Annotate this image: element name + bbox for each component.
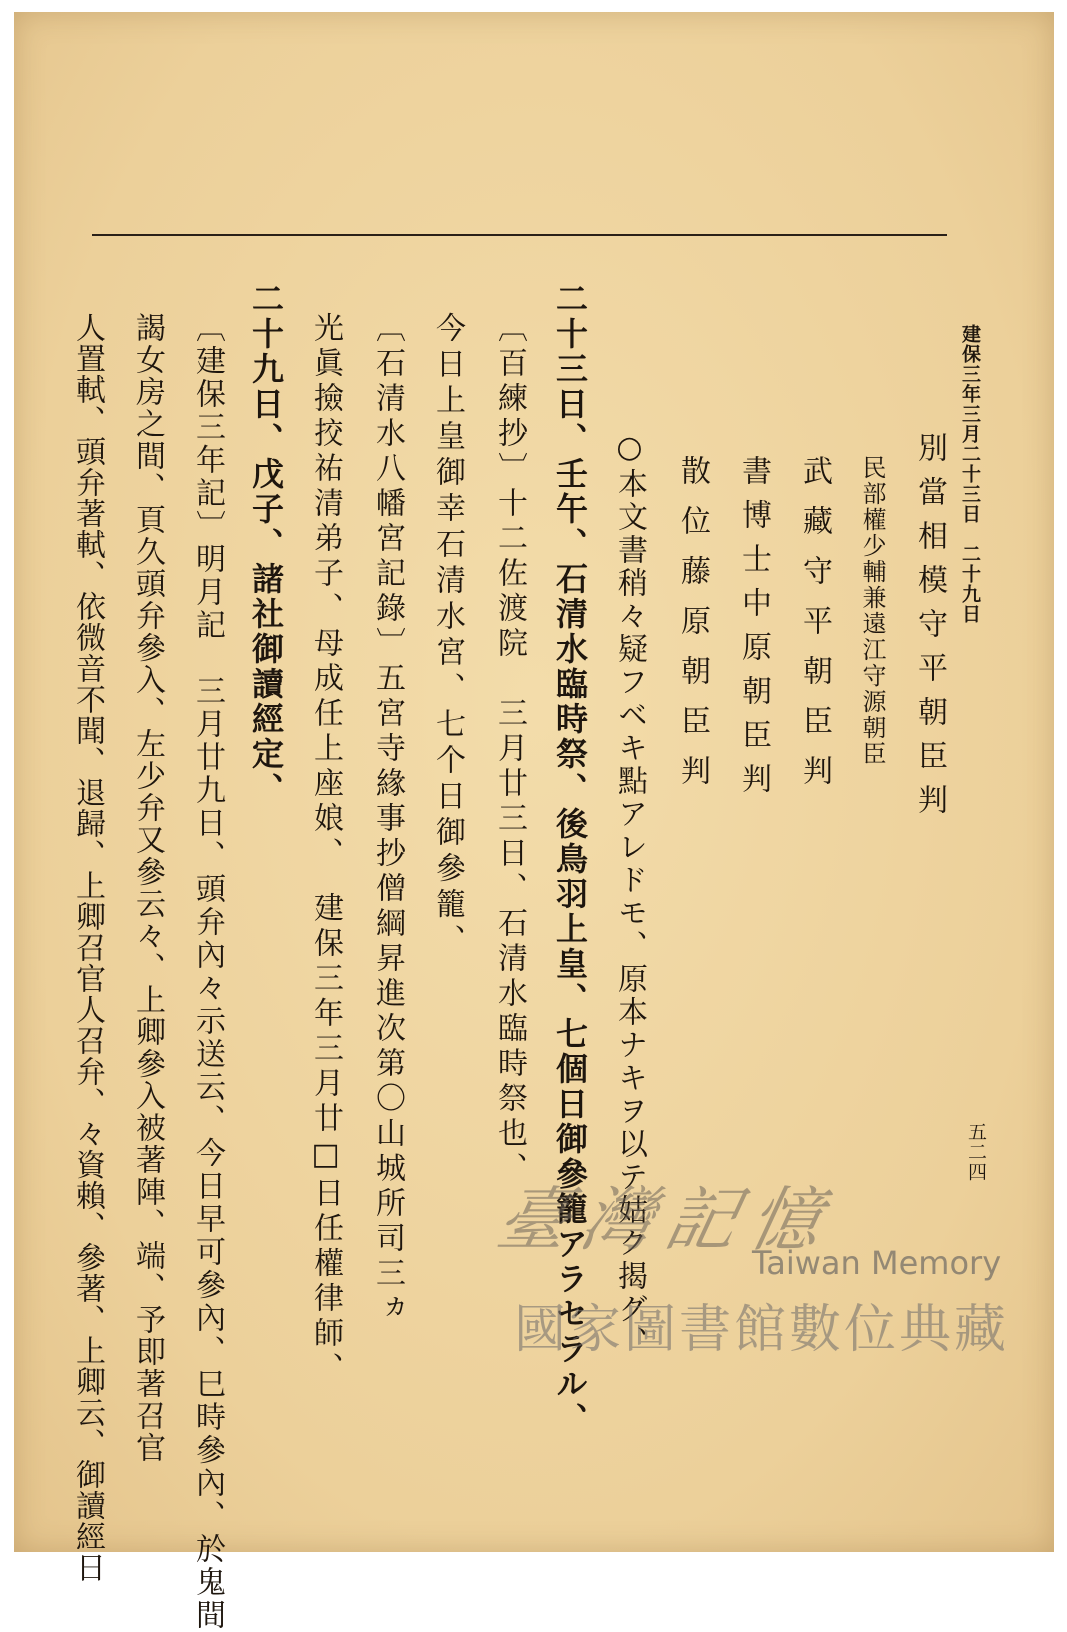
- source-hyakurensho: 〔百練抄〕十二佐渡院 三月廿三日、石清水臨時祭也、: [492, 312, 527, 1187]
- entry-heading-29: 二十九日、戊子、諸社御讀經定、: [247, 282, 285, 807]
- editorial-note: ○本文書稍々疑フベキ點アレドモ、原本ナキヲ以テ姑ク揭グ、: [612, 430, 647, 1359]
- signature-line-1: 別當相模守平朝臣判: [912, 432, 947, 828]
- signature-line-2: 民部權少輔兼遠江守源朝臣: [858, 455, 886, 767]
- watermark-english: Taiwan Memory: [752, 1244, 1002, 1282]
- page-number: 五二四: [965, 1122, 987, 1182]
- text-line-imperial-visit: 今日上皇御幸石清水宮、七个日御參籠、: [430, 312, 465, 960]
- text-line-diary-3: 人置軾、頭弁著軾、依微音不聞、退歸、上卿召官人召弁、々資賴、參著、上卿云、御讀經日: [70, 312, 105, 1583]
- signature-line-3: 武藏守平朝臣判: [797, 455, 832, 805]
- watermark-logo: 臺灣記憶: [489, 1179, 844, 1261]
- book-page: [14, 12, 1054, 1632]
- watermark-chinese: 國家圖書館數位典藏: [514, 1300, 1010, 1360]
- text-line-diary-2: 謁女房之間、頁久頭弁參入、左少弁又參云々、上卿參入被著陣、端、予即著召官: [130, 312, 165, 1464]
- header-rule: [92, 234, 947, 236]
- entry-heading-23: 二十三日、壬午、石清水臨時祭、後鳥羽上皇、七個日御參籠アラセラル、: [551, 282, 589, 1437]
- signature-line-5: 散位藤原朝臣判: [675, 455, 710, 805]
- running-head: 建保三年三月二十三日 二十九日: [959, 324, 981, 624]
- source-kenpo-diary: 〔建保三年記〕明月記 三月廿九日、頭弁內々示送云、今日早可參內、巳時參內、於鬼間: [190, 312, 225, 1632]
- text-line-appointment: 光眞撿挍祐清弟子、母成任上座娘、 建保三年三月廿□日任權律師、: [308, 312, 343, 1387]
- signature-line-4: 書博士中原朝臣判: [736, 455, 771, 807]
- source-iwashimizu-record: 〔石清水八幡宮記錄〕五宮寺緣事抄僧綱昇進次第〇山城所司三ヵ: [370, 312, 405, 1327]
